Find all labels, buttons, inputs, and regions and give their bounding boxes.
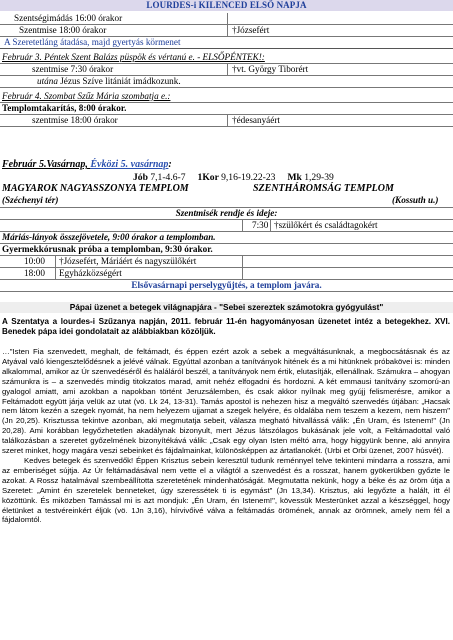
- lourdes-row-intent: †Józsefért: [232, 25, 270, 35]
- right-mass-intent: †szülőkért és családtagokért: [274, 220, 378, 230]
- reading-ref: 9,16-19.22-23: [221, 172, 276, 183]
- mass-row: [0, 256, 453, 268]
- feb3-mass-intent: †vt. György Tiborért: [232, 64, 309, 74]
- feb5-readings: [133, 172, 334, 183]
- message-title: Pápai üzenet a betegek világnapjára - "Sebei szereztek számotokra gyógyulást": [0, 302, 453, 313]
- mass-row: [0, 268, 453, 280]
- church-right-sub: (Kossuth u.): [392, 195, 439, 205]
- right-mass-time: 7:30: [252, 220, 269, 230]
- feb4-mass-row: [0, 115, 453, 127]
- feb3-litany-rest: Jézus Szíve litániát imádkozunk.: [57, 76, 181, 86]
- mass-order-title: Szentmisék rendje és ideje:: [175, 208, 278, 218]
- feb4-cleaning: Templomtakarítás, 8:00 órakor.: [2, 103, 127, 113]
- mass-time: 18:00: [24, 268, 45, 278]
- right-mass-row: [0, 220, 453, 232]
- mass-intent: Egyházközségért: [59, 268, 122, 278]
- church-left-sub: (Széchenyi tér): [2, 195, 59, 205]
- feb3-litany-em: utána: [37, 76, 58, 86]
- reading-book: 1Kor: [197, 172, 219, 183]
- feb4-cleaning-row: [0, 103, 453, 115]
- girls-text: Máriás-lányok összejövetele, 9:00 órakor a templomban.: [2, 232, 216, 242]
- lourdes-row: [0, 13, 453, 25]
- lourdes-note-row: [0, 37, 453, 49]
- message-paragraph: Kedves betegek és szenvedők! Éppen Krisztus sebein keresztül tudunk reménnyel telve tekinteni mindarra a rosszra, ami az emberiséget sújtja. Az Úr feltámadásával nem vette el a világtól a szenvedést és a rosszat, hanem gyökerükben győzte le azokat. A Rossz hatalmával szembeállította szeretetének mindenhatóságát. Megmutatta nekünk, hogy a béke és az öröm útja a Szeretet: „Amint én szeretelek benneteket, úgy szeressétek ti is egymást" (Jn 13,34). Krisztus, aki legyőzte a halált, itt él közöttünk. És miközben Tamással mi is azt mondjuk: „Én Uram, én Istenem!", kövessük Mesterünket azzal a készséggel, hogy életünket a testvéreinkért éljük (vö. 1Jn 3,16), hírvivőivé válva a feltámadás örömének, annak az örömnek, amely nem fél a fájdalomtól.: [2, 455, 450, 525]
- feb3-table: [0, 63, 453, 88]
- message-body: [2, 347, 450, 525]
- feb5-title-a: Február 5.Vasárnap,: [2, 159, 91, 170]
- feb4-title: Február 4. Szombat Szűz Mária szombatja e.:: [2, 91, 171, 101]
- feb4-mass-time: szentmise 18:00 órakor: [32, 115, 118, 125]
- feb3-title: Február 3. Péntek Szent Balázs püspök és vértanú e. - ELSŐPÉNTEK!:: [2, 52, 265, 62]
- lourdes-table: [0, 13, 453, 49]
- choir-text: Gyermekkórusnak próba a templomban, 9:30 órakor.: [2, 244, 213, 254]
- feb3-mass-time: szentmise 7:30 órakor: [32, 64, 114, 74]
- feb5-table: [0, 207, 453, 292]
- lourdes-row-text: Szentmise 18:00 órakor: [19, 25, 107, 35]
- reading-book: Mk: [287, 172, 302, 183]
- feb4-mass-intent: †édesanyáért: [232, 115, 280, 125]
- feb4-table: [0, 102, 453, 127]
- church-left: MAGYAROK NAGYASSZONYA TEMPLOM: [2, 183, 189, 194]
- lourdes-row: [0, 25, 453, 37]
- reading-ref: 7,1-4.6-7: [150, 172, 186, 183]
- lourdes-row-text: Szentségimádás 16:00 órakor: [14, 13, 123, 23]
- feb5-title-c: :: [168, 159, 172, 170]
- reading-book: Jób: [133, 172, 148, 183]
- church-right: SZENTHÁROMSÁG TEMPLOM: [253, 183, 394, 194]
- lourdes-note: A Szeretetláng átadása, majd gyertyás körmenet: [4, 37, 181, 47]
- message-intro: A Szentatya a lourdes-i Szűzanya napján, 2011. február 11-én hagyományosan üzenetet intéz a betegekhez. XVI. Benedek pápa idei gondolatait az alábbiakban közöljük.: [2, 317, 450, 336]
- feb3-mass-row: [0, 64, 453, 76]
- message-paragraph: …"Isten Fia szenvedett, meghalt, de feltámadt, és éppen ezért azok a sebek a megváltásunknak, a megbocsátásnak és az Atyával való kiengesztelődésnek a jelévé válnak. Egyúttal azonban a tanítványok hitének és a mi hitünknek próbakövei is: minden alkalommal, amikor az Úr szenvedéséről és haláláról beszél, a tanítványok nem értik, elutasítják, ellenállnak. Számukra – ahogyan számunkra is – a szenvedés mindig titokzatos marad, amit nehéz elfogadni és hordozni. A két emmausi tanítvány szomorú-an gyalogol amiatt, ami azokban a napokban történt Jeruzsálemben, és csak akkor nyílnak meg gyújj felismerésre, amikor a Feltámadott együtt járja velük az utat (vö. Lk 24, 13-31). Tamás apostol is nehezen hisz a megváltó szenvedés útjában: „Hacsak nem látom kezén a szegek nyomát, ha nem helyezem ujjamat a szegek helyére, és oldalába nem teszem a kezem, nem hiszem" (Jn 20,25). Krisztussa tekintve azonban, aki megmutatja sebeit, válasza megható hitvallássá válik: „Én Uram, és Istenem!" (Jn 20,28). Ami korábban legyőzhetetlen akadálynak bizonyult, mert Jézus látszólagos bukásának jele volt, a Feltámadottal való találkozásban a szeretet győzelmének bizonyítékává válik: „Csak egy olyan Isten méltó arra, hogy higgyünk benne, aki annyira szeret minket, hogy magára veszi sebeinket és fájdalmainkat, különösképpen az ártatlanokét. (Urbi et Orbi üzenet, 2007 húsvét).: [2, 347, 450, 456]
- lourdes-header: LOURDES-i KILENCED ELSŐ NAPJA: [0, 0, 453, 11]
- mass-time: 10:00: [24, 256, 45, 266]
- feb5-title: [2, 159, 172, 171]
- feb5-title-b: Évközi 5. vasárnap: [90, 159, 169, 170]
- reading-ref: 1,29-39: [304, 172, 334, 183]
- collection-text: Elsővasárnapi perselygyűjtés, a templom javára.: [131, 280, 322, 290]
- girls-row: [0, 232, 453, 244]
- collection-row: [0, 280, 453, 292]
- mass-intent: †Józsefért, Máriáért és nagyszülőkért: [59, 256, 197, 266]
- feb3-litany-row: [0, 76, 453, 88]
- mass-order-row: [0, 207, 453, 220]
- choir-row: [0, 244, 453, 256]
